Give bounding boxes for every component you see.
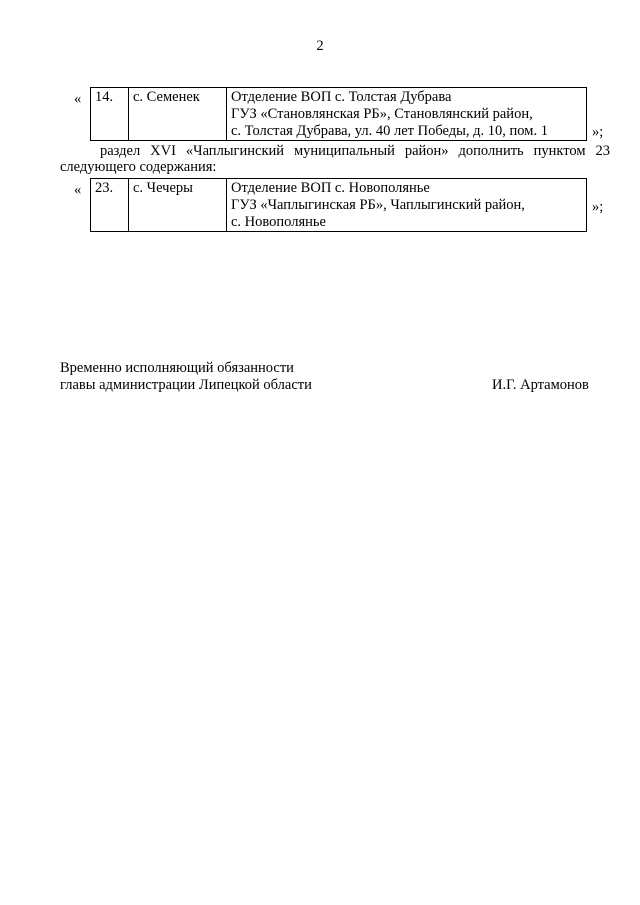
- paragraph-line-1: раздел XVI «Чаплыгинский муниципальный район» дополнить пунктом 23: [100, 143, 610, 159]
- organization-line: Отделение ВОП с. Новополянье: [231, 180, 430, 196]
- signatory-position: [60, 360, 312, 394]
- position-line-1: Временно исполняющий обязанности: [60, 360, 294, 376]
- quote-close: »;: [592, 124, 604, 140]
- table-row: [91, 88, 587, 141]
- organization-line: ГУЗ «Чаплыгинская РБ», Чаплыгинский район,: [231, 197, 525, 213]
- quote-open: «: [74, 91, 82, 107]
- quote-open: «: [74, 182, 82, 198]
- amendment-paragraph: [60, 143, 610, 175]
- entry-village: с. Чечеры: [129, 179, 227, 232]
- signatory-name: И.Г. Артамонов: [492, 377, 589, 393]
- organization-line: с. Новополянье: [231, 214, 326, 230]
- entry-organization: [227, 88, 587, 141]
- entry-number: 23.: [91, 179, 129, 232]
- entry-table-2: [90, 178, 587, 232]
- organization-line: ГУЗ «Становлянская РБ», Становлянский район,: [231, 106, 533, 122]
- position-line-2: главы администрации Липецкой области: [60, 377, 312, 393]
- page-number: 2: [316, 38, 324, 54]
- paragraph-line-2: следующего содержания:: [60, 159, 217, 175]
- organization-line: Отделение ВОП с. Толстая Дубрава: [231, 89, 452, 105]
- entry-table-1: [90, 87, 587, 141]
- table-row: [91, 179, 587, 232]
- entry-village: с. Семенек: [129, 88, 227, 141]
- quote-close: »;: [592, 199, 604, 215]
- entry-number: 14.: [91, 88, 129, 141]
- entry-organization: [227, 179, 587, 232]
- organization-line: с. Толстая Дубрава, ул. 40 лет Победы, д. 10, пом. 1: [231, 123, 548, 139]
